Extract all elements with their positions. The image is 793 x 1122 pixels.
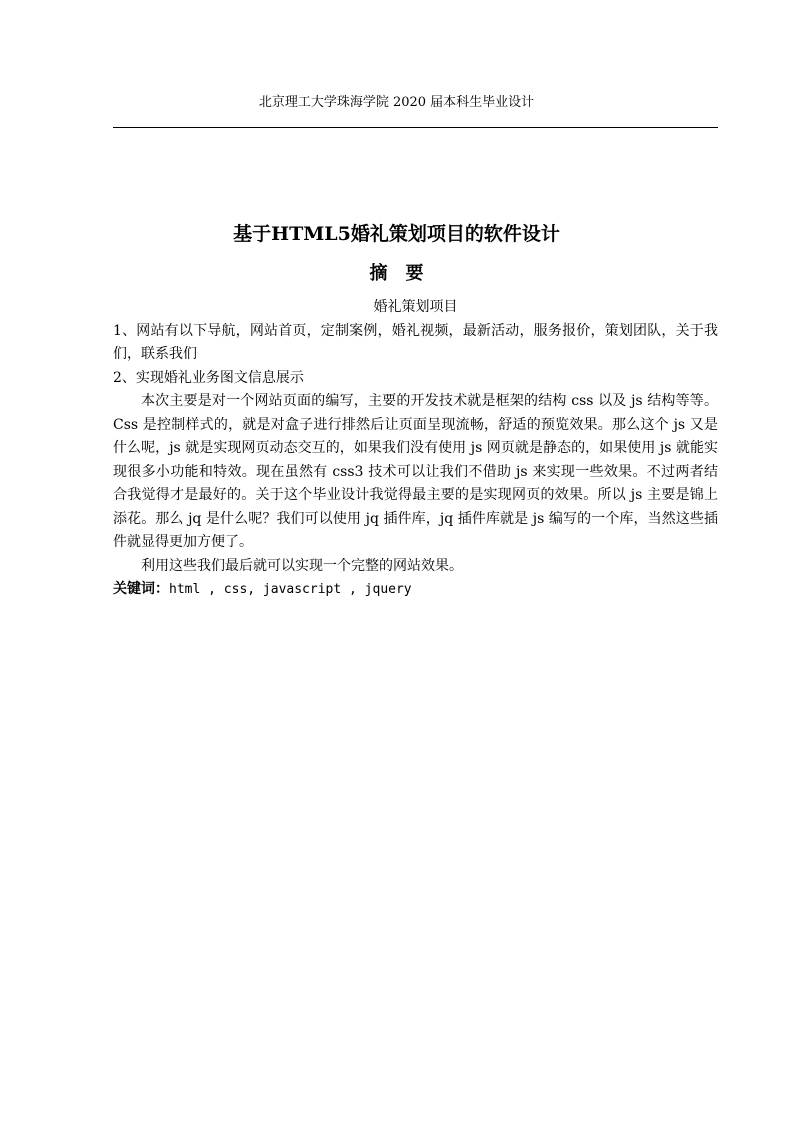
- abstract-paragraph: 本次主要是对一个网站页面的编写，主要的开发技术就是框架的结构 css 以及 js 结构等等。Css 是控制样式的，就是对盒子进行排然后让页面呈现流畅，舒适的预览效果。那么这个 js 又是什么呢，js 就是实现网页动态交互的，如果我们没有使用 js 网页就是静态的，如果使用 js 就能实现很多小功能和特效。现在虽然有 css3 技术可以让我们不借助 js 来实现一些效果。不过两者结合我觉得才是最好的。关于这个毕业设计我觉得最主要的是实现网页的效果。所以 js 主要是锦上添花。那么 jq 是什么呢？我们可以使用 jq 插件库，jq 插件库就是 js 编写的一个库，当然这些插件就显得更加方便了。: [113, 393, 718, 550]
- document-title: 基于HTML5婚礼策划项目的软件设计: [233, 223, 560, 245]
- abstract-body: [113, 296, 718, 602]
- abstract-heading: 摘要: [369, 263, 442, 284]
- keywords-values: html , css, javascript , jquery: [169, 582, 412, 597]
- abstract-paragraph: 利用这些我们最后就可以实现一个完整的网站效果。: [141, 557, 463, 574]
- keywords-line: [113, 578, 718, 602]
- header-divider: [113, 127, 718, 128]
- list-item: 1、网站有以下导航，网站首页，定制案例，婚礼视频，最新活动，服务报价，策划团队，关于我们，联系我们: [113, 322, 718, 362]
- list-item: 2、实现婚礼业务图文信息展示: [113, 369, 304, 386]
- abstract-subtitle: 婚礼策划项目: [373, 299, 458, 315]
- running-header: 北京理工大学珠海学院 2020 届本科生毕业设计: [258, 95, 535, 110]
- keywords-label: 关键词：: [113, 581, 169, 597]
